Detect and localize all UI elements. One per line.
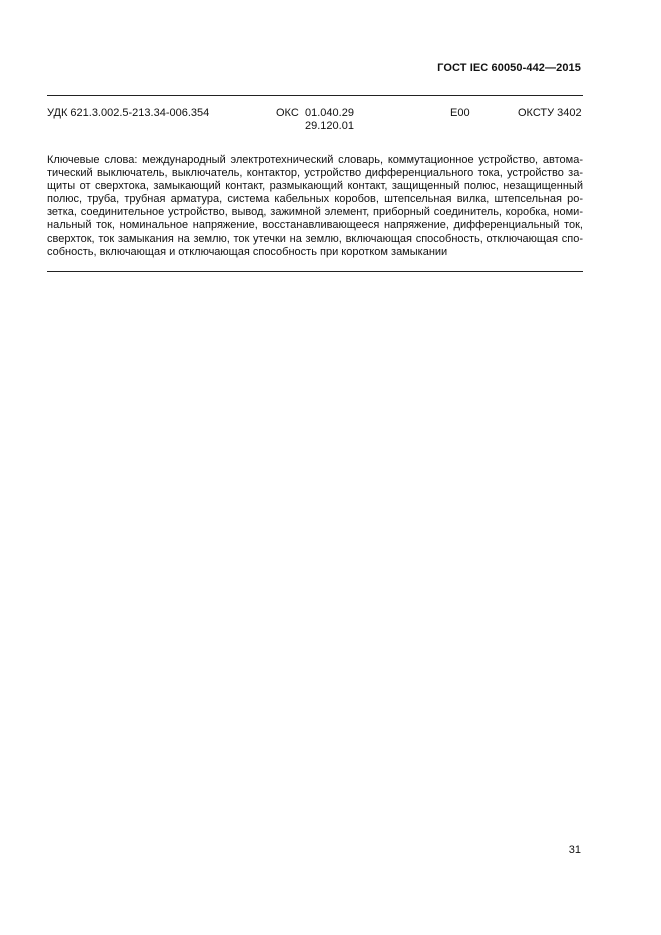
keywords-line: сверхток, ток замыкания на землю, ток утечки на землю, включающая способность, отключающая спо-: [47, 232, 583, 245]
standard-code: ГОСТ IEC 60050-442—2015: [437, 62, 581, 74]
okstu-code: ОКСТУ 3402: [518, 107, 582, 119]
e-code: Е00: [450, 107, 470, 119]
keywords-paragraph: [47, 154, 583, 259]
oks-code: 01.040.29: [305, 107, 354, 119]
oks-label: ОКС: [276, 107, 299, 119]
oks-codes: [305, 107, 354, 133]
keywords-line: зетка, соединительное устройство, вывод, зажимной элемент, приборный соединитель, коробка, номи-: [47, 206, 583, 219]
keywords-line: нальный ток, номинальное напряжение, восстанавливающееся напряжение, дифференциальный ток,: [47, 219, 583, 232]
oks-code: 29.120.01: [305, 120, 354, 132]
keywords-line: Ключевые слова: международный электротехнический словарь, коммутационное устройство, автома-: [47, 154, 583, 166]
keywords-line: полюс, труба, трубная арматура, система кабельных коробов, штепсельная вилка, штепсельная ро-: [47, 193, 583, 206]
page-number: 31: [568, 844, 581, 856]
bottom-divider: [47, 271, 583, 272]
top-divider: [47, 95, 583, 96]
udk-code: УДК 621.3.002.5-213.34-006.354: [47, 107, 210, 119]
keywords-line: тический выключатель, выключатель, контактор, устройство дифференциального тока, устройство за-: [47, 167, 583, 180]
keywords-line: собность, включающая и отключающая способность при коротком замыкании: [47, 245, 448, 258]
keywords-line: щиты от сверхтока, замыкающий контакт, размыкающий контакт, защищенный полюс, незащищенный: [47, 180, 583, 193]
